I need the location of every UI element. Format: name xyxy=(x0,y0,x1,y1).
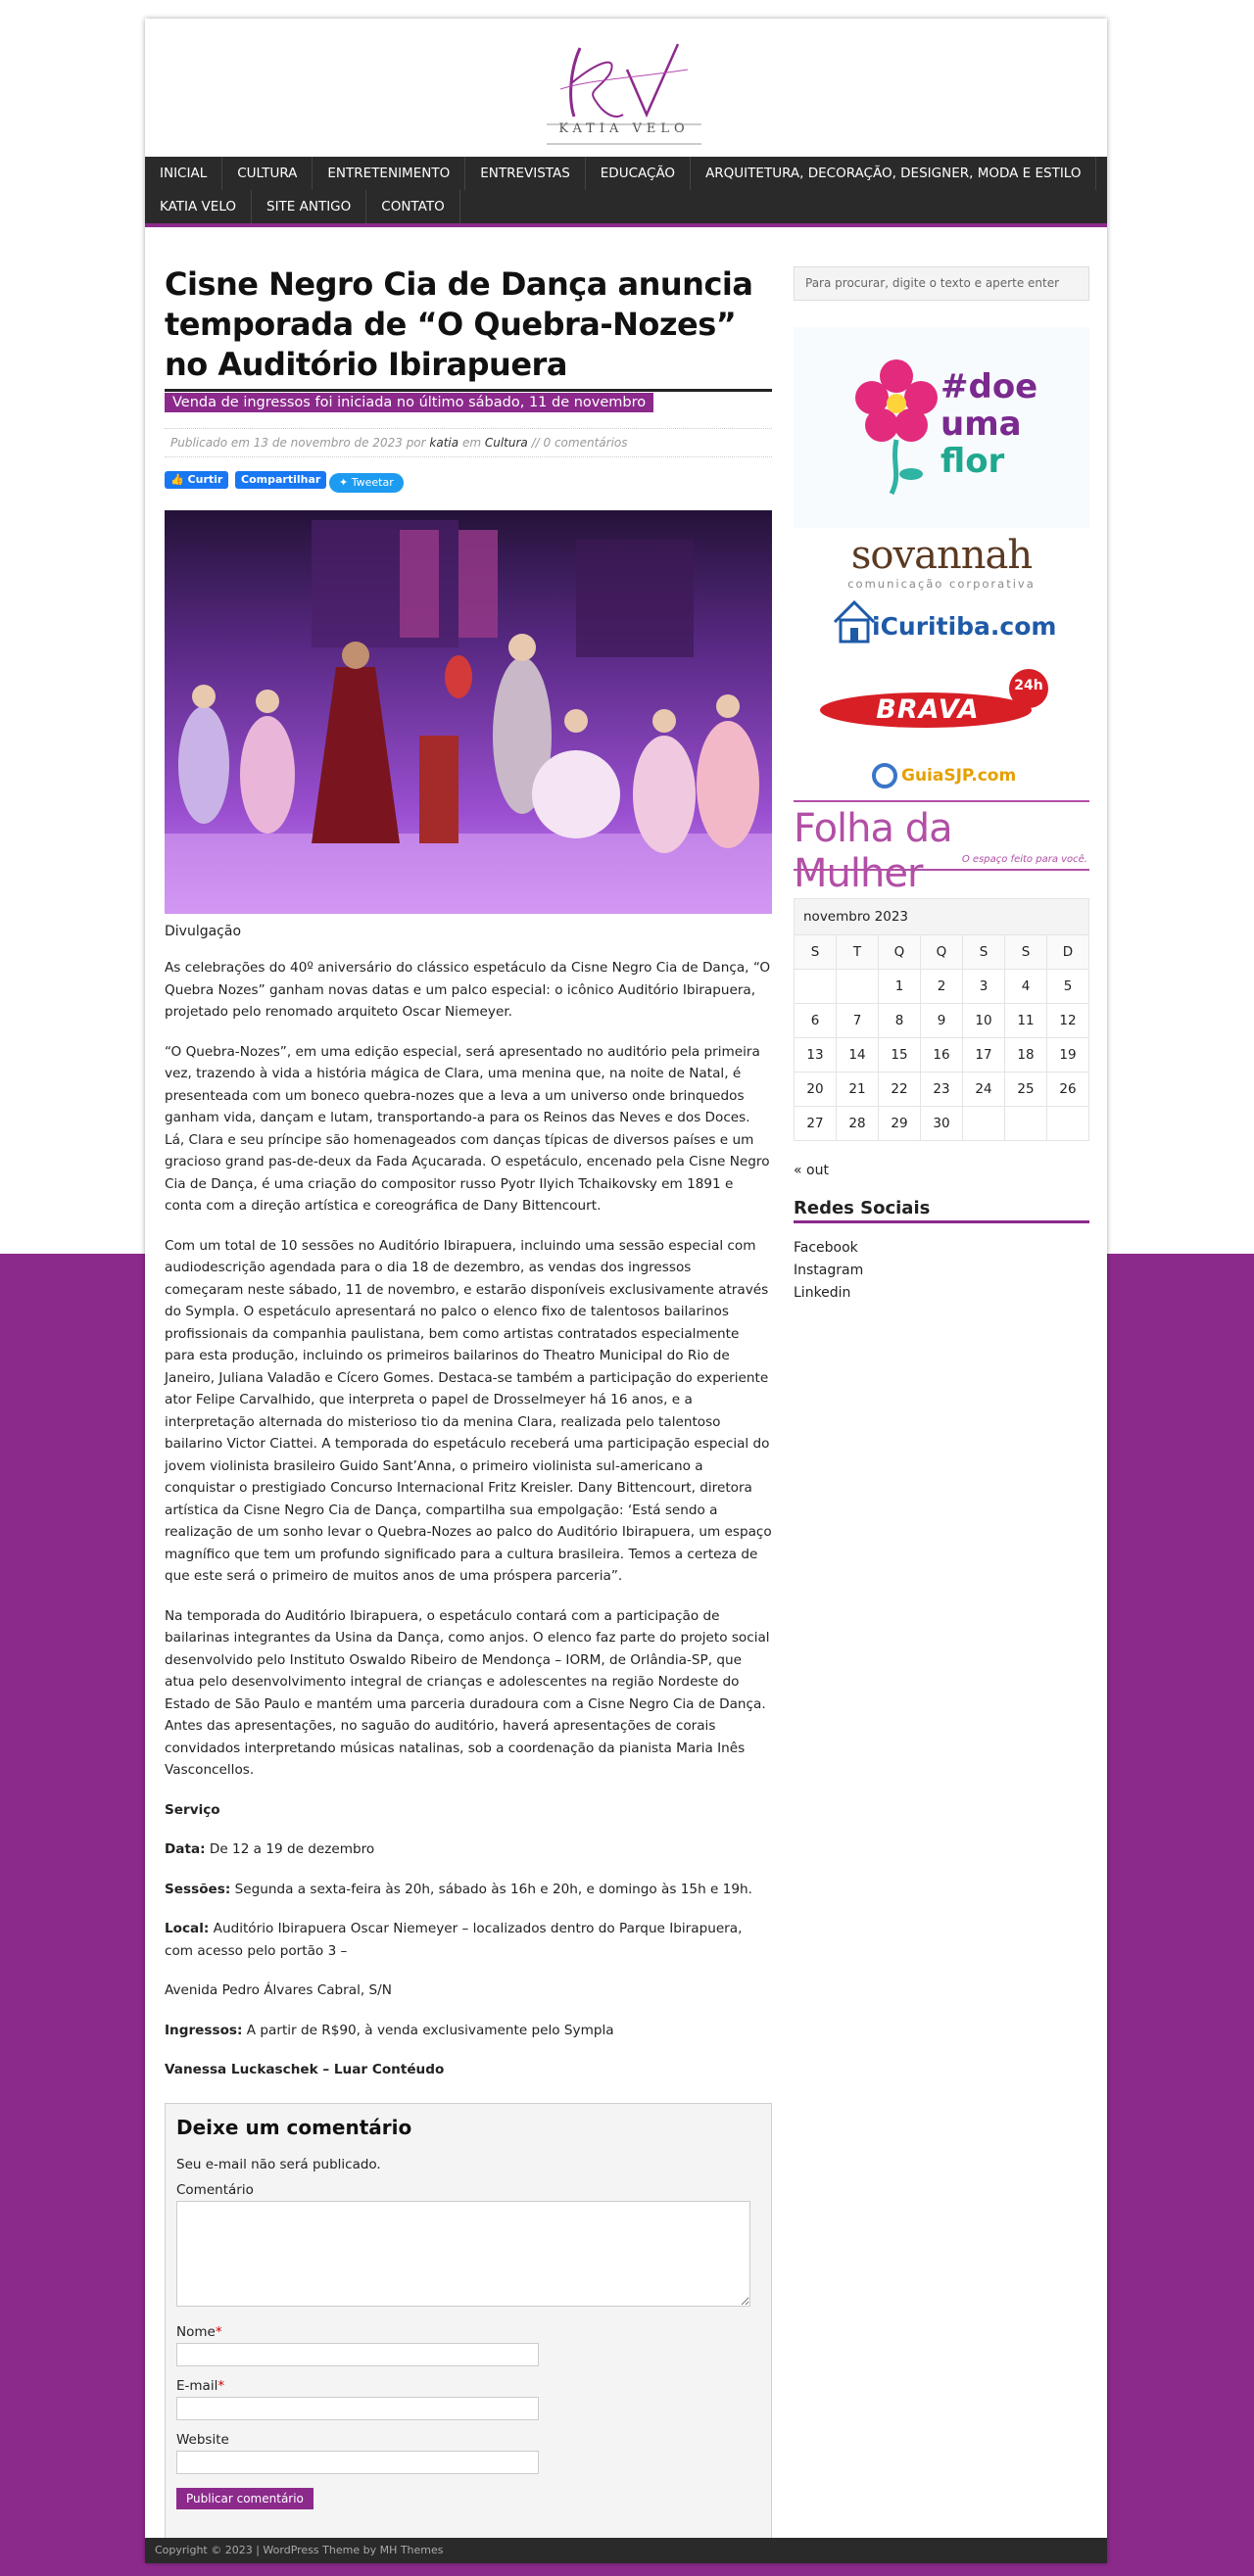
calendar-day: 23 xyxy=(921,1073,963,1107)
share-bar xyxy=(165,469,772,493)
nav-item[interactable]: CULTURA xyxy=(222,157,313,190)
calendar-day xyxy=(795,970,837,1004)
calendar-week xyxy=(795,1004,1089,1038)
ad-brava-badge: 24h xyxy=(1014,678,1043,693)
nav-item[interactable]: INICIAL xyxy=(145,157,222,190)
article-paragraph: Na temporada do Auditório Ibirapuera, o espetáculo contará com a participação de bailarinas integrantes da Usina da Dança, como anjos. O elenco faz parte do projeto social desenvolvido pelo Instituto Oswaldo Ribeiro de Mendonça – IORM, de Orlândia-SP, que atua pelo desenvolvimento integral de crianças e adolescentes na região Nordeste do Estado de São Paulo e mantém uma parceria duradoura com a Cisne Negro Cia de Dança. Antes das apresentações, no saguão do auditório, haverá apresentações de corais convidados interpretando músicas natalinas, sob a coordenação da pianista Maria Inês Vasconcellos. xyxy=(165,1607,770,1778)
facebook-like-button[interactable] xyxy=(165,471,228,489)
calendar-day: 3 xyxy=(963,970,1005,1004)
service-location-value: Auditório Ibirapuera Oscar Niemeyer – localizados dentro do Parque Ibirapuera, com acesso pelo portão 3 – xyxy=(165,1921,743,1959)
calendar-day: 12 xyxy=(1047,1004,1089,1038)
ad-folha-title: Folha da Mulher xyxy=(794,806,952,896)
calendar-weekday: D xyxy=(1047,935,1089,970)
calendar-day xyxy=(1047,1107,1089,1141)
social-heading: Redes Sociais xyxy=(794,1198,1089,1223)
service-date xyxy=(165,1838,772,1861)
meta-date: 13 de novembro de 2023 xyxy=(253,436,403,450)
ad-sovannah[interactable] xyxy=(794,534,1089,595)
calendar-weekday: Q xyxy=(921,935,963,970)
article-paragraph: Com um total de 10 sessões no Auditório Ibirapuera, incluindo uma sessão especial com audiodescrição agendada para o dia 18 de dezembro, as vendas dos ingressos começaram neste sábado, 11 de novembro, e estarão disponíveis exclusivamente através do Sympla. O espetáculo apresentará no palco o elenco fixo de talentosos bailarinos profissionais da companhia paulistana, bem como artistas contratados especialmente para esta produção, incluindo os primeiros bailarinos do Theatro Municipal do Rio de Janeiro, Juliana Valadão e Cícero Gomes. Destaca-se também a participação do experiente ator Felipe Carvalhido, que interpreta o papel de Drosselmeyer há 16 anos, e a interpretação alternada do misterioso tio da menina Clara, realizada pelo talentoso bailarino Victor Ciattei. A temporada do espetáculo receberá uma participação especial do jovem violinista brasileiro Guido Sant’Anna, o primeiro violinista sul-americano a conquistar o prestigiado Concurso Internacional Fritz Kreisler. Dany Bittencourt, diretora artística da Cisne Negro Cia de Dança, compartilha sua empolgação: ‘Está sendo a realização de um sonho levar o Quebra-Nozes ao palco do Auditório Ibirapuera, um espaço magnífico que tem um profundo significado para a cultura brasileira. Temos a certeza de que este será o primeiro de muitos anos de uma próspera parceria”. xyxy=(165,1237,772,1584)
ad-doe-line1: #doe xyxy=(940,367,1038,406)
calendar-weekday: T xyxy=(837,935,879,970)
email-label xyxy=(176,2378,760,2394)
calendar-day: 5 xyxy=(1047,970,1089,1004)
social-link-linkedin[interactable]: Linkedin xyxy=(794,1285,851,1301)
nav-item[interactable]: CONTATO xyxy=(366,190,459,223)
service-sessions-value: Segunda a sexta-feira às 20h, sábado às 16h e 20h, e domingo às 15h e 19h. xyxy=(230,1881,752,1897)
calendar-day xyxy=(963,1107,1005,1141)
meta-published-prefix: Publicado em xyxy=(170,436,250,450)
social-link-instagram[interactable]: Instagram xyxy=(794,1263,864,1278)
facebook-share-button[interactable]: Compartilhar xyxy=(235,471,326,489)
article-photo xyxy=(165,510,772,914)
service-sessions xyxy=(165,1879,772,1901)
calendar-week xyxy=(795,1038,1089,1073)
bird-icon: ✦ xyxy=(339,476,349,489)
tweet-label: Tweetar xyxy=(351,476,394,489)
ad-doe-line2: uma xyxy=(940,405,1022,444)
service-heading: Serviço xyxy=(165,1801,220,1818)
ad-brava-text: BRAVA xyxy=(876,694,980,725)
ad-sovannah-sub: comunicação corporativa xyxy=(847,577,1036,591)
service-tickets-label: Ingressos: xyxy=(165,2022,243,2038)
calendar-day: 30 xyxy=(921,1107,963,1141)
calendar-weekday: S xyxy=(795,935,837,970)
submit-comment-button[interactable]: Publicar comentário xyxy=(176,2488,314,2509)
required-mark: * xyxy=(215,2323,222,2340)
tweet-button[interactable] xyxy=(329,473,404,493)
name-input[interactable] xyxy=(176,2343,539,2366)
meta-category-link[interactable]: Cultura xyxy=(484,436,528,450)
ad-doe-uma-flor[interactable] xyxy=(794,327,1089,528)
stage-scene-illustration xyxy=(165,510,772,914)
comment-form-note: Seu e-mail não será publicado. xyxy=(176,2156,381,2172)
calendar-day: 4 xyxy=(1005,970,1047,1004)
service-tickets xyxy=(165,2020,772,2042)
calendar-day: 10 xyxy=(963,1004,1005,1038)
comment-form-heading: Deixe um comentário xyxy=(176,2115,412,2139)
calendar-day: 24 xyxy=(963,1073,1005,1107)
thumbs-up-icon: 👍 xyxy=(170,473,184,486)
calendar-weekday: Q xyxy=(879,935,921,970)
calendar-week xyxy=(795,970,1089,1004)
article-paragraph: As celebrações do 40º aniversário do clássico espetáculo da Cisne Negro Cia de Dança, “O Quebra Nozes” ganham novas datas e um palco especial: o icônico Auditório Ibirapuera, projetado pelo renomado arquiteto Oscar Niemeyer. xyxy=(165,960,771,1020)
calendar-day xyxy=(837,970,879,1004)
calendar-day: 11 xyxy=(1005,1004,1047,1038)
meta-in: em xyxy=(461,436,482,450)
main-nav xyxy=(145,157,1107,227)
ad-brava[interactable] xyxy=(794,665,1089,747)
calendar-day: 25 xyxy=(1005,1073,1047,1107)
article-title: Cisne Negro Cia de Dança anuncia temporada de “O Quebra-Nozes” no Auditório Ibirapuera xyxy=(165,264,772,392)
calendar-day: 16 xyxy=(921,1038,963,1073)
calendar-day: 17 xyxy=(963,1038,1005,1073)
calendar-day: 13 xyxy=(795,1038,837,1073)
calendar-day: 20 xyxy=(795,1073,837,1107)
calendar-weekday: S xyxy=(963,935,1005,970)
service-tickets-value: A partir de R$90, à venda exclusivamente pelo Sympla xyxy=(242,2022,614,2038)
email-input[interactable] xyxy=(176,2397,539,2420)
sidebar xyxy=(794,245,1089,1305)
article-subtitle: Venda de ingressos foi iniciada no último sábado, 11 de novembro xyxy=(165,393,653,412)
calendar-day: 15 xyxy=(879,1038,921,1073)
calendar-day xyxy=(1005,1107,1047,1141)
article-paragraph: “O Quebra-Nozes”, em uma edição especial, será apresentado no auditório pela primeira vez, trazendo à vida a história mágica de Clara, uma menina que, na noite de Natal, é presenteada com um boneco quebra-nozes que a leva a um universo onde brinquedos ganham vida, dançam e lutam, transportando-a para os Reinos das Neves e dos Doces. Lá, Clara e seu príncipe são homenageados com danças típicas de diversos países e um gracioso grand pas-de-deux da Fada Açucarada. O espetáculo, encenado pela Cisne Negro Cia de Dança, é uma criação do compositor russo Pyotr Ilyich Tchaikovsky em 1891 e conta com a direção artística e coreográfica de Dany Bittencourt. xyxy=(165,1043,770,1214)
social-link-facebook[interactable]: Facebook xyxy=(794,1240,858,1256)
calendar-day: 9 xyxy=(921,1004,963,1038)
website-label: Website xyxy=(176,2431,229,2448)
calendar-day: 7 xyxy=(837,1004,879,1038)
article xyxy=(165,245,772,2555)
nav-item[interactable]: KATIA VELO xyxy=(145,190,252,223)
page-container xyxy=(145,19,1107,2563)
calendar-weekday: S xyxy=(1005,935,1047,970)
service-address: Avenida Pedro Álvares Cabral, S/N xyxy=(165,1982,392,1998)
service-location-label: Local: xyxy=(165,1921,210,1936)
comment-form xyxy=(165,2103,772,2555)
meta-by: por xyxy=(406,436,426,450)
nav-item[interactable]: EDUCAÇÃO xyxy=(586,157,691,190)
calendar-widget xyxy=(794,898,1089,1141)
comment-textarea[interactable] xyxy=(176,2201,750,2307)
service-date-label: Data: xyxy=(165,1841,206,1857)
nav-item[interactable]: ENTRETENIMENTO xyxy=(313,157,465,190)
guia-logo-icon xyxy=(872,763,897,788)
calendar-day: 28 xyxy=(837,1107,879,1141)
calendar-day: 2 xyxy=(921,970,963,1004)
calendar-caption: novembro 2023 xyxy=(794,898,1089,934)
calendar-week xyxy=(795,1073,1089,1107)
ad-icuritiba[interactable] xyxy=(794,595,1089,649)
nav-item[interactable]: SITE ANTIGO xyxy=(252,190,366,223)
calendar-day: 26 xyxy=(1047,1073,1089,1107)
nav-item[interactable]: ARQUITETURA, DECORAÇÃO, DESIGNER, MODA E ESTILO xyxy=(691,157,1096,190)
calendar-day: 29 xyxy=(879,1107,921,1141)
calendar-day: 8 xyxy=(879,1004,921,1038)
calendar-prev-link[interactable]: « out xyxy=(794,1163,829,1178)
calendar-day: 6 xyxy=(795,1004,837,1038)
meta-author-link[interactable]: katia xyxy=(429,436,459,450)
service-date-value: De 12 a 19 de dezembro xyxy=(205,1841,375,1857)
calendar-day: 14 xyxy=(837,1038,879,1073)
article-body xyxy=(165,957,772,2081)
calendar-day: 18 xyxy=(1005,1038,1047,1073)
logo-text: KATIA VELO xyxy=(558,121,690,136)
calendar-day: 27 xyxy=(795,1107,837,1141)
calendar-day: 22 xyxy=(879,1073,921,1107)
calendar-day: 21 xyxy=(837,1073,879,1107)
like-label: Curtir xyxy=(187,473,223,486)
search-input[interactable]: Para procurar, digite o texto e aperte enter xyxy=(794,266,1089,301)
ad-folha-sub: O espaço feito para você. xyxy=(961,854,1087,865)
social-links xyxy=(794,1237,1089,1305)
name-label-text: Nome xyxy=(176,2323,216,2340)
ad-guiasjp[interactable] xyxy=(794,759,1089,794)
website-input[interactable] xyxy=(176,2451,539,2474)
service-location xyxy=(165,1918,772,1962)
comment-label: Comentário xyxy=(176,2181,254,2198)
article-meta xyxy=(165,428,772,457)
ad-guiasjp-text: GuiaSJP.com xyxy=(901,766,1017,786)
ad-icuritiba-text: iCuritiba.com xyxy=(872,612,1057,641)
article-credit: Vanessa Luckaschek – Luar Contéudo xyxy=(165,2062,445,2077)
footer: Copyright © 2023 | WordPress Theme by MH Themes xyxy=(145,2538,1107,2563)
ad-sovannah-title: sovannah xyxy=(850,533,1033,578)
calendar-week xyxy=(795,1107,1089,1141)
nav-item[interactable]: ENTREVISTAS xyxy=(465,157,586,190)
name-label xyxy=(176,2324,760,2340)
service-sessions-label: Sessões: xyxy=(165,1881,231,1897)
site-header xyxy=(145,19,1107,157)
calendar-day: 1 xyxy=(879,970,921,1004)
required-mark: * xyxy=(217,2377,225,2394)
email-label-text: E-mail xyxy=(176,2377,218,2394)
ad-folha-da-mulher[interactable] xyxy=(794,800,1089,896)
photo-caption: Divulgação xyxy=(165,924,242,939)
meta-comments-link[interactable]: // 0 comentários xyxy=(531,436,628,450)
ad-doe-line3: flor xyxy=(940,442,1005,481)
calendar-day: 19 xyxy=(1047,1038,1089,1073)
